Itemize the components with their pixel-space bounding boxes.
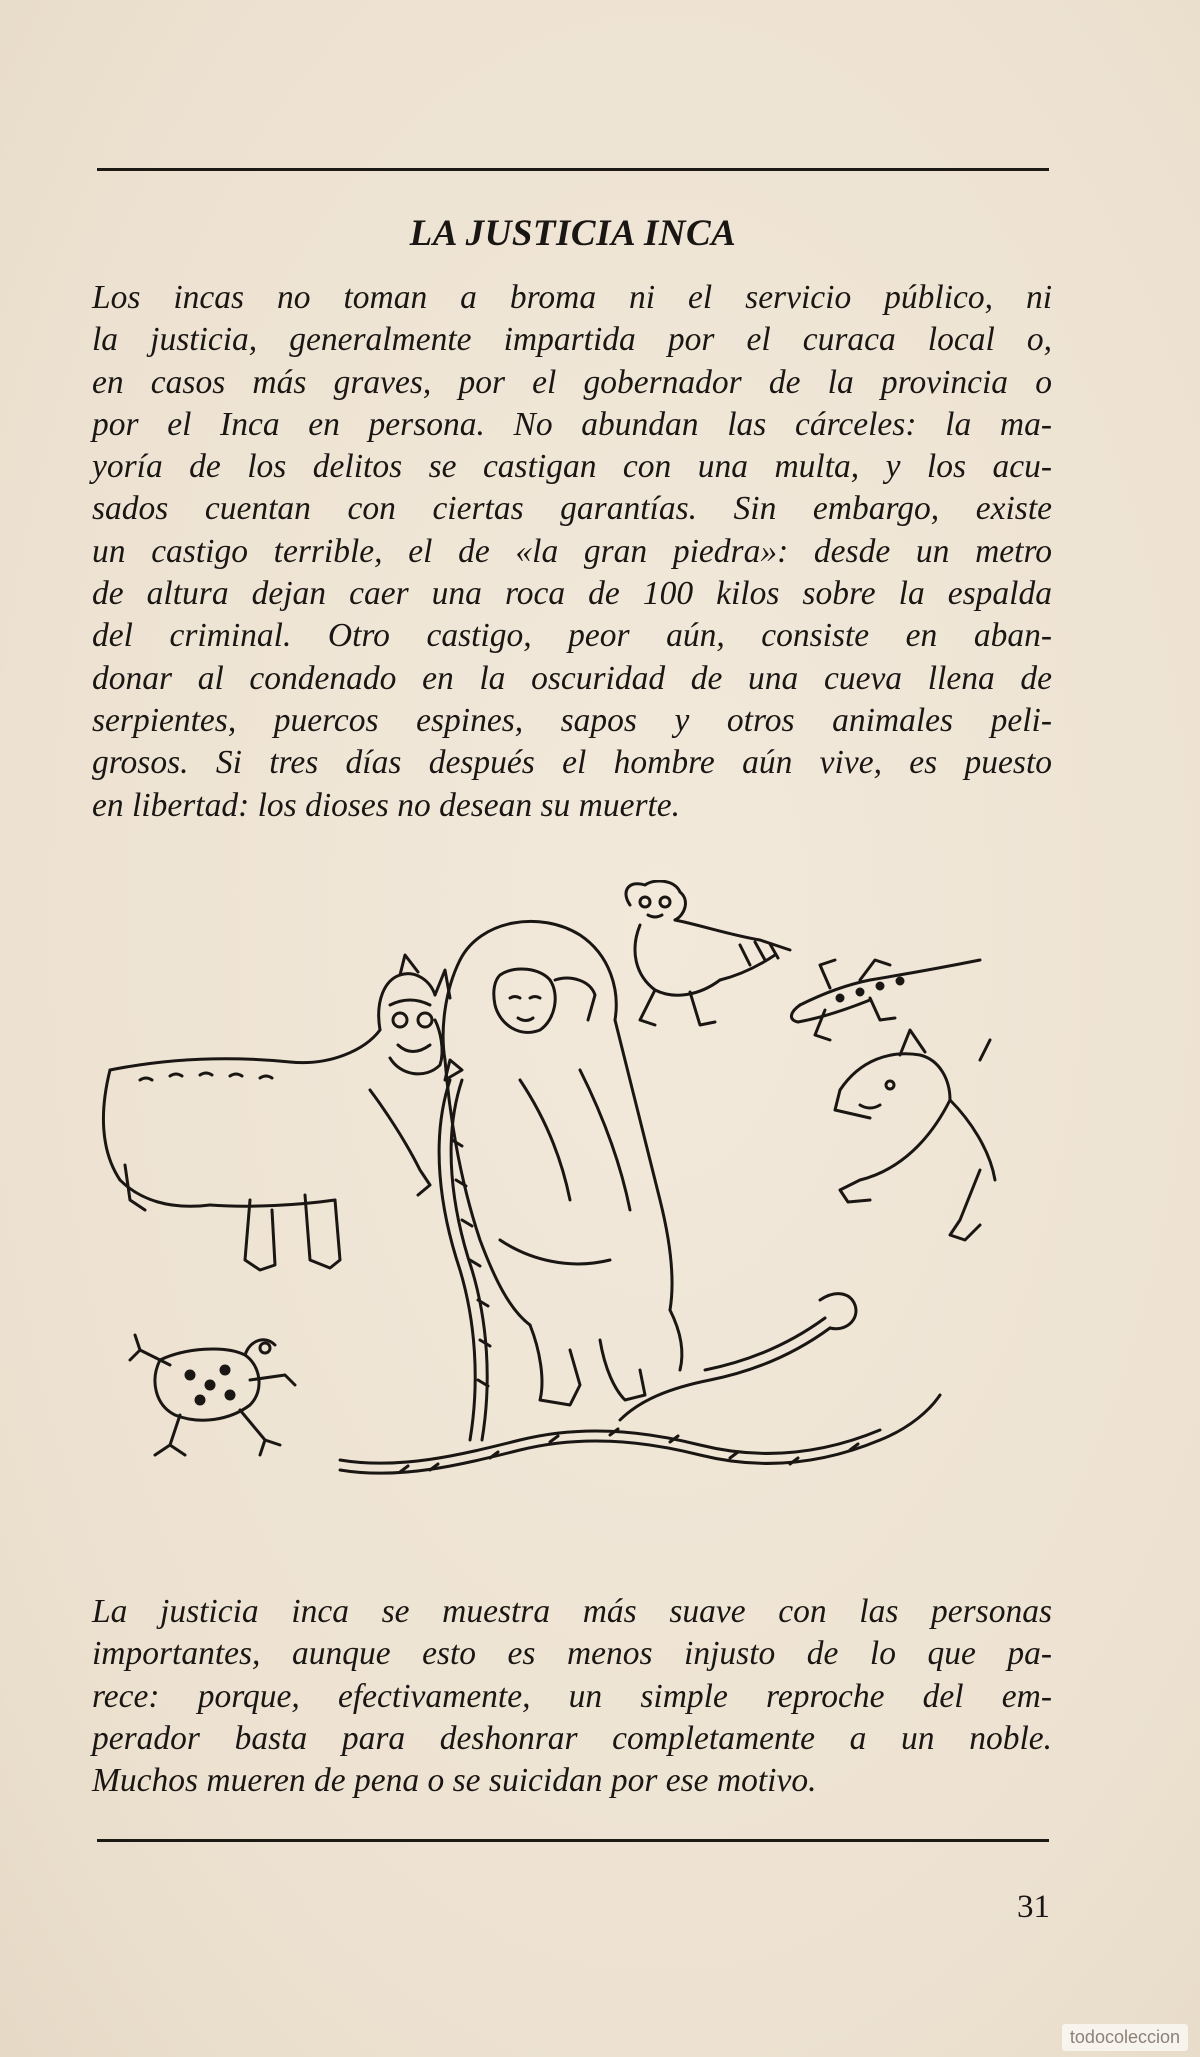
prisoner-figure-drawing bbox=[443, 921, 682, 1405]
text-line: en libertad: los dioses no desean su muerte. bbox=[92, 786, 681, 824]
text-line: perador basta para deshonrar completamente a un noble. bbox=[92, 1719, 1052, 1757]
lizard-drawing bbox=[791, 960, 980, 1040]
text-line: un castigo terrible, el de «la gran piedra»: desde un metro bbox=[92, 532, 1052, 570]
top-rule bbox=[97, 168, 1049, 171]
text-line: de altura dejan caer una roca de 100 kilos sobre la espalda bbox=[92, 575, 1052, 613]
text-line: yoría de los delitos se castigan con una multa, y los acu- bbox=[92, 448, 1052, 486]
jaguar-drawing bbox=[103, 955, 450, 1270]
text-line: la justicia, generalmente impartida por el curaca local o, bbox=[92, 321, 1052, 359]
article-title: LA JUSTICIA INCA bbox=[409, 213, 737, 254]
text-line: serpientes, puercos espines, sapos y otros animales peli- bbox=[92, 701, 1052, 739]
dog-drawing bbox=[835, 1030, 995, 1240]
text-line: del criminal. Otro castigo, peor aún, consiste en aban- bbox=[92, 617, 1052, 655]
watermark: todocoleccion bbox=[1062, 2024, 1188, 2051]
text-line: La justicia inca se muestra más suave con las personas bbox=[92, 1593, 1052, 1630]
paragraph-1 bbox=[92, 277, 1052, 827]
paragraph-2 bbox=[92, 1591, 1052, 1802]
text-line: rece: porque, efectivamente, un simple reproche del em- bbox=[92, 1677, 1052, 1715]
text-line: importantes, aunque esto es menos injusto de lo que pa- bbox=[92, 1635, 1052, 1673]
page-number: 31 bbox=[1017, 1889, 1050, 1925]
prisoner-with-animals-illustration bbox=[100, 880, 1000, 1520]
text-line: donar al condenado en la oscuridad de una cueva llena de bbox=[92, 659, 1052, 697]
text-line: Muchos mueren de pena o se suicidan por ese motivo. bbox=[92, 1762, 817, 1800]
monkey-drawing bbox=[626, 881, 790, 1025]
frog-drawing bbox=[130, 1335, 295, 1455]
text-line: grosos. Si tres días después el hombre aún vive, es puesto bbox=[92, 744, 1052, 782]
text-line: sados cuentan con ciertas garantías. Sin embargo, existe bbox=[92, 490, 1052, 528]
bottom-rule bbox=[97, 1839, 1049, 1842]
text-line: Los incas no toman a broma ni el servicio público, ni bbox=[92, 279, 1052, 316]
text-line: en casos más graves, por el gobernador de la provincia o bbox=[92, 363, 1052, 401]
text-line: por el Inca en persona. No abundan las cárceles: la ma- bbox=[92, 405, 1052, 443]
